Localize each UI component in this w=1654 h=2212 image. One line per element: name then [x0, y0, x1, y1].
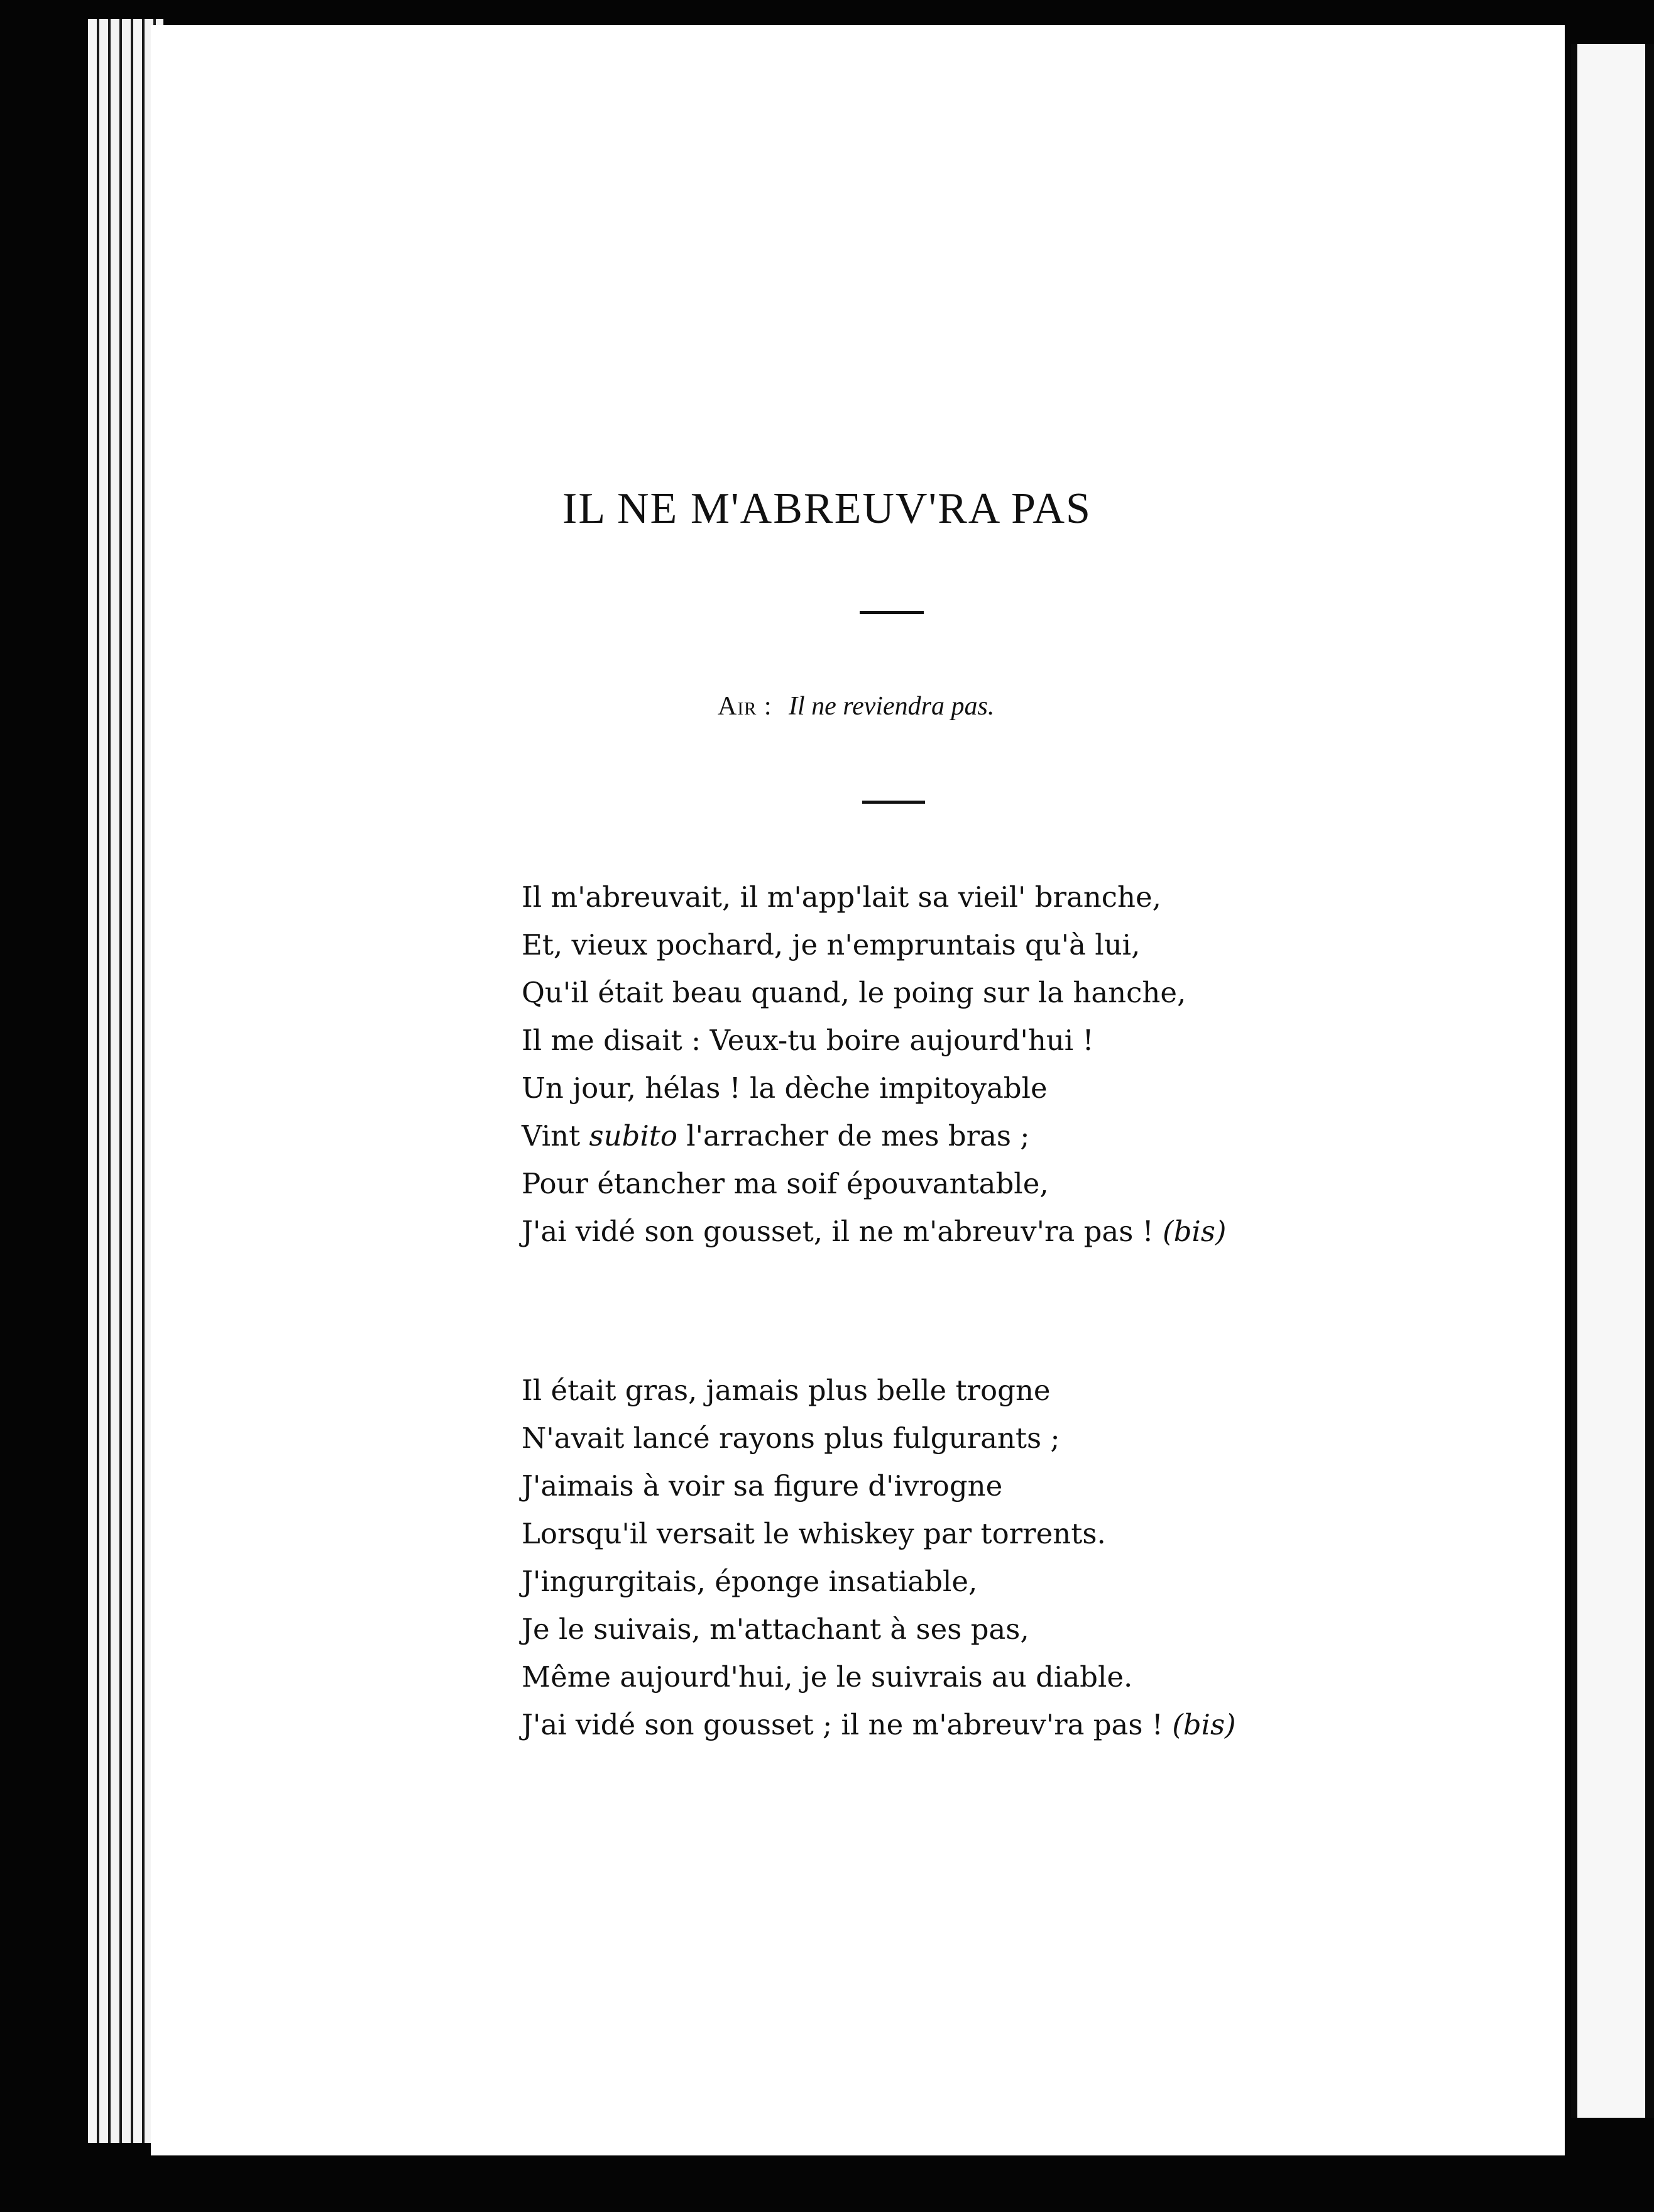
verse-line: Il était gras, jamais plus belle trogne [522, 1374, 1051, 1407]
stanza-2 [522, 1367, 1339, 1749]
verse-line: N'avait lancé rayons plus fulgurants ; [522, 1421, 1060, 1455]
verse-text: J'ai vidé son gousset ; il ne m'abreuv'ra pas ! [522, 1708, 1163, 1741]
verse-line: Il m'abreuvait, il m'app'lait sa vieil' branche, [522, 880, 1161, 914]
bis-marker: (bis) [1172, 1708, 1236, 1741]
verse-line: J'aimais à voir sa figure d'ivrogne [522, 1469, 1003, 1503]
verse-line [522, 1208, 1339, 1256]
poem-title: IL NE M'ABREUV'RA PAS [562, 485, 1092, 533]
verse-line: Même aujourd'hui, je le suivrais au diable. [522, 1660, 1133, 1694]
verse-line: Je le suivais, m'attachant à ses pas, [522, 1612, 1029, 1646]
verse-italic: subito [589, 1119, 677, 1153]
verse-text: l'arracher de mes bras ; [686, 1119, 1030, 1153]
verse-line [522, 1112, 1339, 1160]
binding-shadow [1645, 44, 1654, 2118]
bis-marker: (bis) [1163, 1215, 1227, 1248]
air-line [718, 691, 994, 721]
verse-line: Lorsqu'il versait le whiskey par torrents. [522, 1517, 1106, 1550]
verse-text: J'ai vidé son gousset, il ne m'abreuv'ra pas ! [522, 1215, 1154, 1248]
verse-line: Et, vieux pochard, je n'empruntais qu'à lui, [522, 928, 1141, 961]
verse-line: Un jour, hélas ! la dèche impitoyable [522, 1071, 1048, 1105]
verse-text: Vint [522, 1119, 581, 1153]
air-label: Air : [718, 692, 772, 721]
verse-line: J'ingurgitais, éponge insatiable, [522, 1565, 978, 1598]
verse-line: Pour étancher ma soif épouvantable, [522, 1167, 1049, 1200]
stanza-1 [522, 873, 1339, 1256]
air-divider [862, 801, 925, 804]
air-tune: Il ne reviendra pas. [789, 692, 995, 721]
facing-page-edge [1571, 44, 1654, 2118]
title-divider [860, 611, 924, 614]
verse-line: Il me disait : Veux-tu boire aujourd'hui ! [522, 1024, 1094, 1057]
verse-line [522, 1701, 1339, 1749]
verse-line: Qu'il était beau quand, le poing sur la hanche, [522, 976, 1186, 1009]
